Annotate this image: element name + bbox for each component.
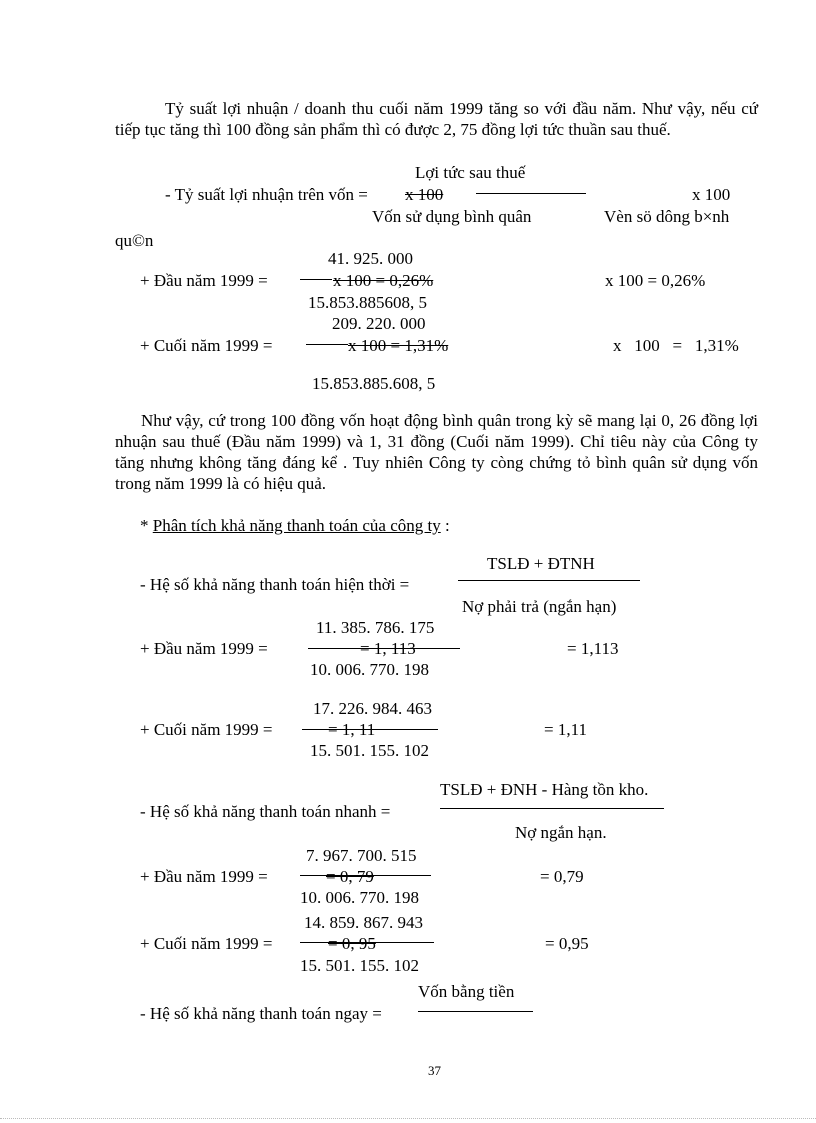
- cash-ratio-fraction-line: [418, 1011, 533, 1012]
- quick-start-label: + Đầu năm 1999 =: [140, 867, 268, 886]
- quick-end-den: 15. 501. 155. 102: [300, 956, 419, 975]
- quick-ratio-label: - Hệ số khả năng thanh toán nhanh =: [140, 802, 391, 821]
- roa-garbled-text: Vèn sö dông b×nh: [604, 207, 730, 226]
- quick-ratio-fraction-line: [440, 808, 664, 809]
- roa-end-den: 15.853.885.608, 5: [312, 374, 436, 393]
- roa-numerator: Lợi tức sau thuế: [415, 163, 526, 182]
- roa-denominator: Vốn sử dụng bình quân: [372, 207, 532, 226]
- quick-start-strike: = 0, 79: [326, 867, 374, 886]
- current-start-den: 10. 006. 770. 198: [310, 660, 429, 679]
- current-ratio-denominator: Nợ phải trả (ngắn hạn): [462, 597, 617, 616]
- quick-ratio-denominator: Nợ ngắn hạn.: [515, 823, 607, 842]
- current-ratio-label: - Hệ số khả năng thanh toán hiện thời =: [140, 575, 410, 594]
- current-end-num: 17. 226. 984. 463: [313, 699, 432, 718]
- current-ratio-numerator: TSLĐ + ĐTNH: [487, 554, 595, 573]
- roa-start-num: 41. 925. 000: [328, 249, 413, 268]
- roa-end-strike: x 100 = 1,31%: [348, 336, 449, 355]
- quick-end-result: = 0,95: [545, 934, 589, 953]
- roa-end-num: 209. 220. 000: [332, 314, 426, 333]
- roa-end-fraction-line: [306, 344, 348, 345]
- roa-strike: x 100: [405, 185, 444, 204]
- roa-start-result: x 100 = 0,26%: [605, 271, 706, 290]
- current-start-num: 11. 385. 786. 175: [316, 618, 435, 637]
- cash-ratio-label: - Hệ số khả năng thanh toán ngay =: [140, 1004, 382, 1023]
- page-bottom-divider: [0, 1118, 816, 1119]
- current-end-den: 15. 501. 155. 102: [310, 741, 429, 760]
- roa-start-strike: x 100 = 0,26%: [333, 271, 434, 290]
- cash-ratio-numerator: Vốn bằng tiền: [418, 982, 515, 1001]
- quick-end-num: 14. 859. 867. 943: [304, 913, 423, 932]
- quick-end-strike: = 0, 95: [328, 934, 376, 953]
- conclusion-paragraph: Như vậy, cứ trong 100 đồng vốn hoạt động bình quân trong kỳ sẽ mang lại 0, 26 đồng lợi nhuận sau thuế (Đầu năm 1999) và 1, 31 đồng (Cuối năm 1999). Chỉ tiêu này của Công ty tăng nhưng không tăng đáng kể . Tuy nhiên Công ty còng chứng tỏ bình quân sử dụng vốn trong năm 1999 là có hiệu quả.: [115, 411, 758, 493]
- section-bullet: *: [140, 516, 153, 535]
- section-colon: :: [440, 516, 450, 535]
- roa-x100: x 100: [692, 185, 731, 204]
- current-start-label: + Đầu năm 1999 =: [140, 639, 268, 658]
- roa-end-result: x 100 = 1,31%: [613, 336, 739, 355]
- current-end-result: = 1,11: [544, 720, 587, 739]
- quick-ratio-numerator: TSLĐ + ĐNH - Hàng tồn kho.: [440, 780, 649, 799]
- quick-start-den: 10. 006. 770. 198: [300, 888, 419, 907]
- section-title: Phân tích khả năng thanh toán của công ty: [152, 516, 441, 535]
- roa-label: - Tỷ suất lợi nhuận trên vốn =: [165, 185, 368, 204]
- roa-start-label: + Đầu năm 1999 =: [140, 271, 268, 290]
- roa-end-label: + Cuối năm 1999 =: [140, 336, 273, 355]
- page-number: 37: [428, 1063, 441, 1078]
- roa-start-fraction-line: [300, 279, 332, 280]
- current-start-strike: = 1, 113: [360, 639, 416, 658]
- roa-fraction-line: [476, 193, 586, 194]
- roa-start-den: 15.853.885608, 5: [308, 293, 427, 312]
- roa-garbled-text-2: qu©n: [115, 231, 154, 250]
- section-heading: [140, 515, 450, 536]
- current-end-label: + Cuối năm 1999 =: [140, 720, 273, 739]
- current-end-strike: = 1, 11: [328, 720, 376, 739]
- intro-paragraph: Tỷ suất lợi nhuận / doanh thu cuối năm 1999 tăng so với đầu năm. Như vậy, nếu cứ tiếp tục tăng thì 100 đồng sản phẩm thì có được 2, 75 đồng lợi tức thuần sau thuế.: [115, 99, 758, 139]
- quick-start-result: = 0,79: [540, 867, 584, 886]
- quick-start-num: 7. 967. 700. 515: [306, 846, 417, 865]
- current-ratio-fraction-line: [458, 580, 640, 581]
- current-start-result: = 1,113: [567, 639, 619, 658]
- quick-end-label: + Cuối năm 1999 =: [140, 934, 273, 953]
